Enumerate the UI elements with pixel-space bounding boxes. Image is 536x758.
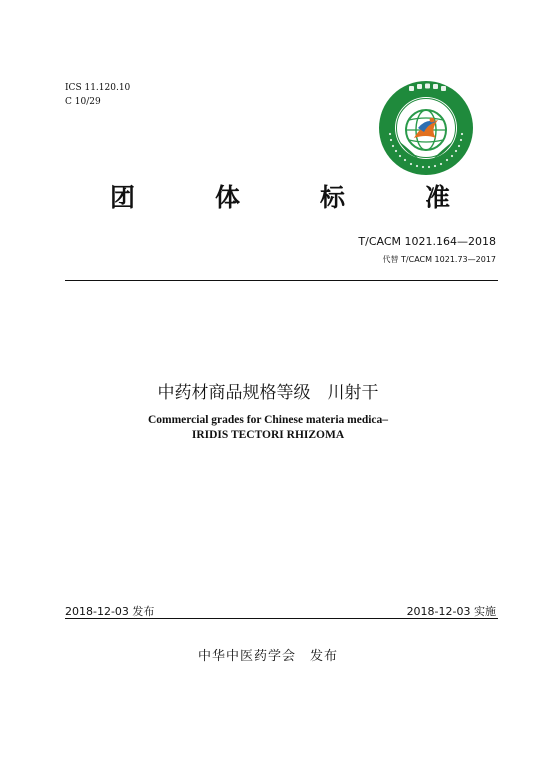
standard-number: T/CACM 1021.164—2018 [358, 235, 496, 248]
english-title-line-2: IRIDIS TECTORI RHIZOMA [191, 429, 345, 441]
association-logo [378, 80, 474, 176]
english-title [0, 413, 536, 443]
doc-type-char: 团 [110, 183, 136, 212]
chinese-title: 中药材商品规格等级 川射干 [157, 383, 379, 403]
top-divider [65, 280, 498, 281]
ccs-code: C 10/29 [65, 97, 101, 107]
issue-date: 2018-12-03 发布 [65, 605, 155, 618]
doc-type-char: 准 [424, 183, 450, 212]
doc-type-char: 标 [319, 183, 345, 212]
document-type-heading [110, 178, 450, 214]
ics-code: ICS 11.120.10 [65, 83, 131, 93]
publisher: 中华中医药学会 发布 [197, 649, 338, 664]
english-title-line-1: Commercial grades for Chinese materia medica– [147, 414, 389, 426]
replaces-standard: 代替 T/CACM 1021.73—2017 [382, 255, 496, 264]
doc-type-char: 体 [214, 183, 240, 212]
implementation-date: 2018-12-03 实施 [406, 605, 496, 618]
bottom-divider [65, 618, 498, 619]
